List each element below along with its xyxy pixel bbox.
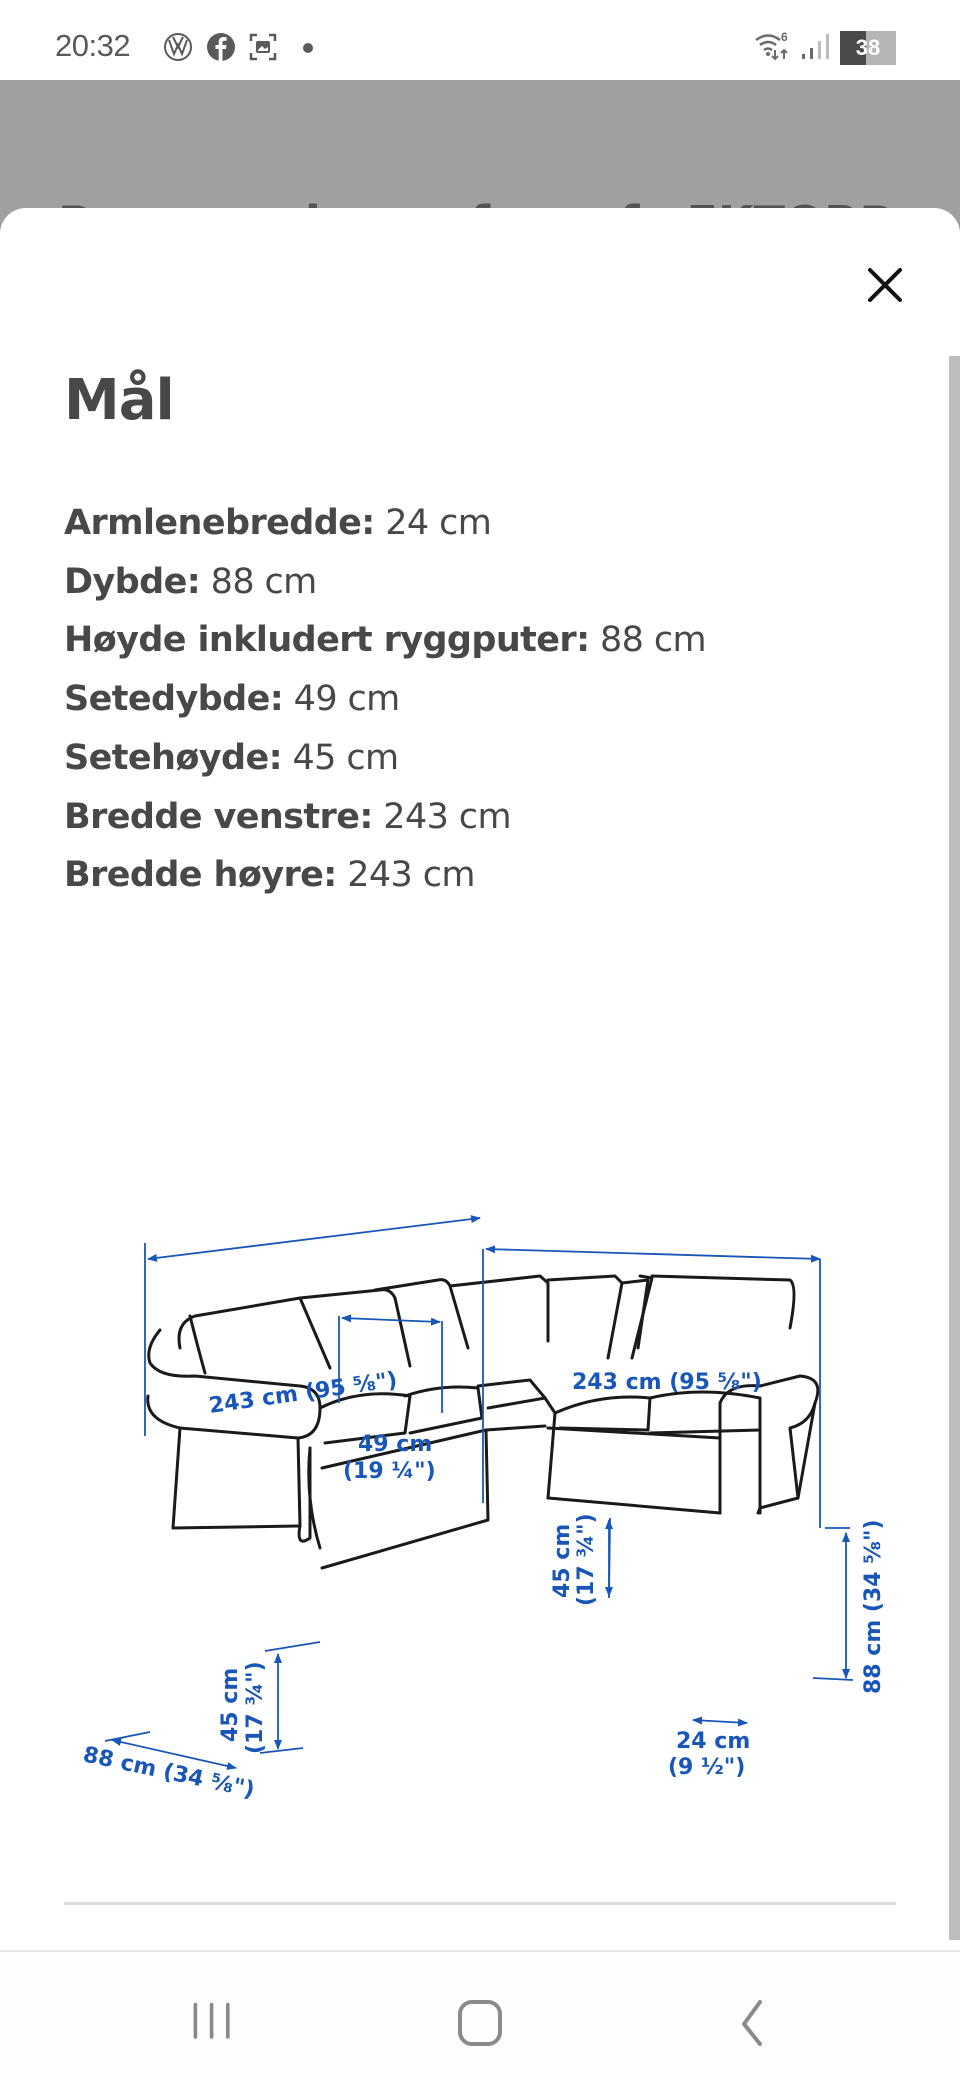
wifi-icon bbox=[754, 30, 794, 62]
volkswagen-icon bbox=[163, 32, 193, 62]
battery-indicator bbox=[840, 31, 896, 65]
system-nav-bar bbox=[0, 1950, 960, 2080]
spec-seat-height: Setehøyde: 45 cm bbox=[64, 737, 399, 778]
dimensions-sheet bbox=[0, 208, 960, 1950]
status-time: 20:32 bbox=[55, 28, 131, 63]
svg-text:6: 6 bbox=[781, 30, 788, 44]
spec-depth: Dybde: 88 cm bbox=[64, 561, 317, 602]
scrollbar[interactable] bbox=[949, 356, 960, 1940]
sheet-title: Mål bbox=[64, 368, 174, 433]
label-seat-depth-cm: 49 cm bbox=[358, 1432, 433, 1457]
recent-apps-icon bbox=[181, 1992, 241, 2052]
label-depth: 88 cm (34 ⅝") bbox=[80, 1742, 257, 1804]
home-icon bbox=[450, 1992, 510, 2052]
section-divider bbox=[64, 1902, 896, 1905]
label-seat-height-front-in: (17 ¾") bbox=[243, 1661, 268, 1754]
label-armrest-cm: 24 cm bbox=[676, 1729, 751, 1754]
label-armrest-in: (9 ½") bbox=[668, 1755, 746, 1780]
label-seat-height-back-cm: 45 cm bbox=[550, 1523, 575, 1598]
label-height: 88 cm (34 ⅝") bbox=[861, 1519, 886, 1694]
spec-armrest-width: Armlenebredde: 24 cm bbox=[64, 503, 492, 543]
dimension-list bbox=[64, 494, 706, 905]
close-icon bbox=[862, 262, 908, 308]
home-button[interactable] bbox=[450, 1992, 510, 2052]
status-bar bbox=[0, 0, 960, 80]
label-width-left: 243 cm (95 ⅝") bbox=[207, 1367, 399, 1419]
sofa-dimension-diagram bbox=[70, 1148, 910, 1804]
spec-seat-depth: Setedybde: 49 cm bbox=[64, 679, 400, 720]
spec-width-left: Bredde venstre: 243 cm bbox=[64, 796, 511, 837]
spec-height-incl-back-cushions: Høyde inkludert ryggputer: 88 cm bbox=[64, 620, 707, 661]
label-seat-height-front-cm: 45 cm bbox=[218, 1667, 243, 1742]
back-button[interactable] bbox=[720, 1992, 780, 2052]
label-seat-height-back-in: (17 ¾") bbox=[574, 1513, 599, 1606]
spec-width-right: Bredde høyre: 243 cm bbox=[64, 855, 475, 896]
label-width-right: 243 cm (95 ⅝") bbox=[572, 1370, 762, 1395]
notification-dot-icon bbox=[297, 32, 327, 62]
back-icon bbox=[720, 1992, 780, 2052]
battery-level: 38 bbox=[855, 35, 881, 60]
signal-icon bbox=[800, 32, 830, 62]
recent-apps-button[interactable] bbox=[181, 1992, 241, 2052]
close-button[interactable] bbox=[862, 262, 908, 308]
screenshot-icon bbox=[248, 32, 278, 62]
facebook-icon bbox=[206, 32, 236, 62]
label-seat-depth-in: (19 ¼") bbox=[343, 1459, 436, 1484]
